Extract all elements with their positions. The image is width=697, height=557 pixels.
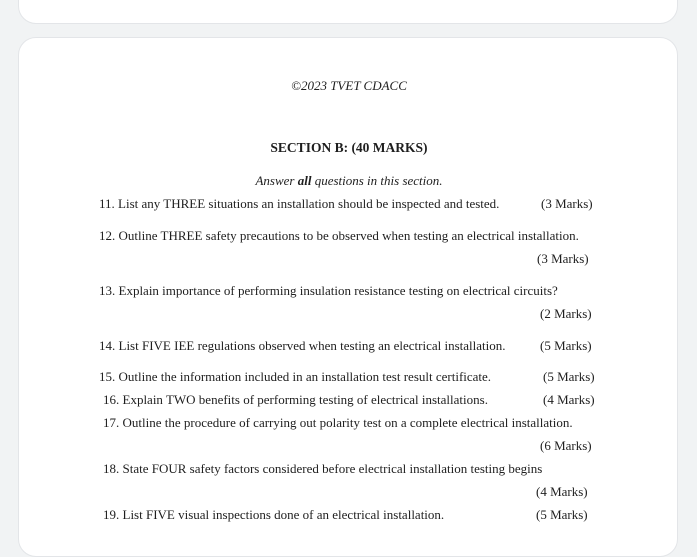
question-12 <box>99 228 579 244</box>
question-number: 11. <box>99 196 115 211</box>
question-17 <box>103 415 573 431</box>
question-17-marks: (6 Marks) <box>540 438 592 453</box>
question-number: 14. <box>99 338 116 353</box>
question-number: 15. <box>99 369 116 384</box>
question-text: Explain importance of performing insulation resistance testing on electrical circuits? <box>118 283 558 298</box>
question-14-marks: (5 Marks) <box>540 338 592 353</box>
instruction-text-start: Answer <box>255 173 298 188</box>
question-19-marks: (5 Marks) <box>536 507 588 522</box>
question-number: 16. <box>103 392 120 407</box>
question-text: List any THREE situations an installation should be inspected and tested. <box>118 196 500 211</box>
question-number: 19. <box>103 507 120 522</box>
question-19 <box>103 507 444 523</box>
section-title: SECTION B: (40 MARKS) <box>270 140 428 155</box>
question-text: List FIVE visual inspections done of an electrical installation. <box>122 507 445 522</box>
question-11 <box>99 196 499 212</box>
question-13 <box>99 283 558 299</box>
section-instruction <box>19 173 679 189</box>
instruction-text-emphasis: all <box>297 173 312 188</box>
question-text: Outline the procedure of carrying out polarity test on a complete electrical installation. <box>122 415 573 430</box>
question-14 <box>99 338 506 354</box>
question-number: 13. <box>99 283 116 298</box>
question-12-marks: (3 Marks) <box>537 251 589 266</box>
question-text: Outline THREE safety precautions to be observed when testing an electrical installation. <box>118 228 579 243</box>
question-18-marks: (4 Marks) <box>536 484 588 499</box>
question-16-marks: (4 Marks) <box>543 392 595 407</box>
question-text: List FIVE IEE regulations observed when testing an electrical installation. <box>118 338 506 353</box>
question-text: Outline the information included in an installation test result certificate. <box>118 369 492 384</box>
question-number: 18. <box>103 461 120 476</box>
question-13-marks: (2 Marks) <box>540 306 592 321</box>
question-text: Explain TWO benefits of performing testing of electrical installations. <box>122 392 488 407</box>
document-page <box>18 37 678 557</box>
question-15 <box>99 369 491 385</box>
copyright-footer: ©2023 TVET CDACC <box>291 78 407 93</box>
question-11-marks: (3 Marks) <box>541 196 593 211</box>
question-15-marks: (5 Marks) <box>543 369 595 384</box>
question-text: State FOUR safety factors considered before electrical installation testing begins <box>122 461 543 476</box>
question-number: 12. <box>99 228 116 243</box>
question-18 <box>103 461 542 477</box>
question-number: 17. <box>103 415 120 430</box>
previous-page <box>18 0 678 24</box>
question-16 <box>103 392 488 408</box>
instruction-text-end: questions in this section. <box>311 173 443 188</box>
